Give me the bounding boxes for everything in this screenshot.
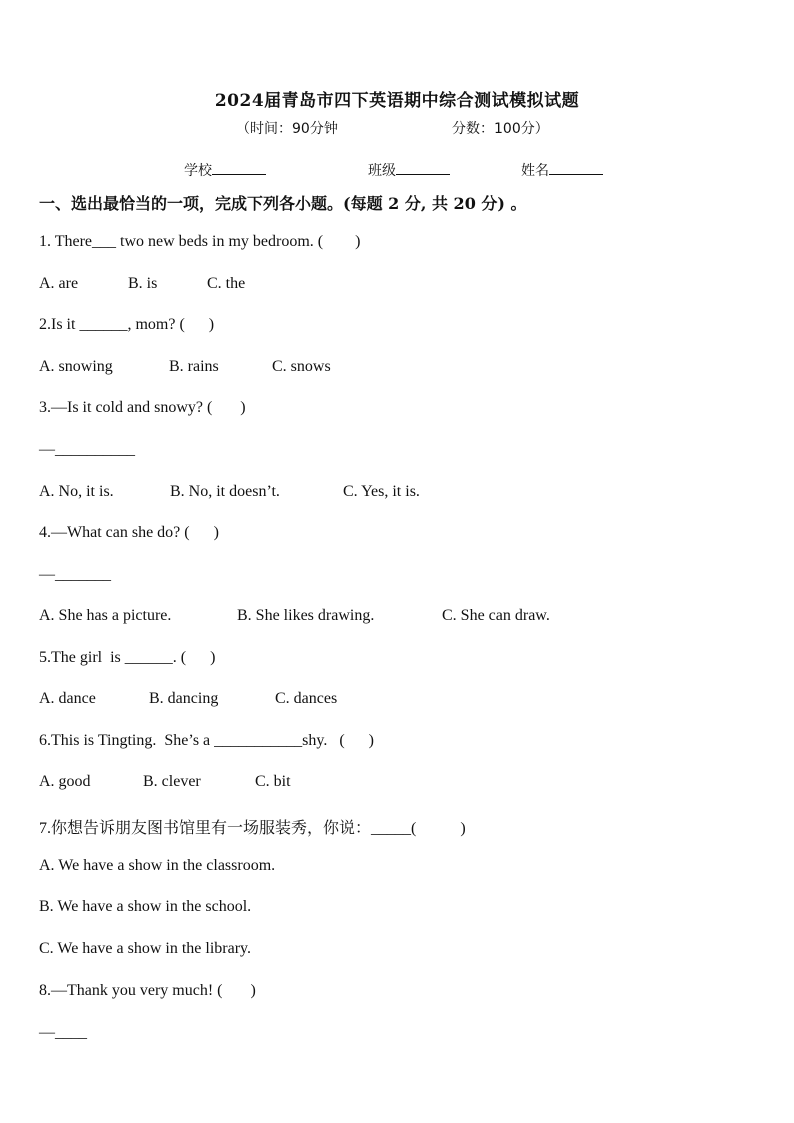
question-5: 5.The girl is ______. ( ) <box>39 649 216 666</box>
exam-time: （时间：90分钟 <box>236 121 338 137</box>
name-blank[interactable] <box>549 160 603 175</box>
question-6: 6.This is Tingting. She’s a ___________shy. ( ) <box>39 732 374 749</box>
answer-line-4: —_______ <box>39 566 111 583</box>
option-5c: C. dances <box>275 690 338 707</box>
option-5b: B. dancing <box>149 690 219 707</box>
class-blank[interactable] <box>396 160 450 175</box>
section-title: 一、选出最恰当的一项，完成下列各小题。(每题 2 分, 共 20 分) 。 <box>39 194 527 213</box>
question-2: 2.Is it ______, mom? ( ) <box>39 316 215 333</box>
option-7a: A. We have a show in the classroom. <box>39 857 276 874</box>
option-5a: A. dance <box>39 690 96 707</box>
name-field <box>521 160 603 180</box>
school-blank[interactable] <box>212 160 266 175</box>
question-1: 1. There___ two new beds in my bedroom. ( ) <box>39 233 361 250</box>
answer-line-3: —__________ <box>39 441 135 458</box>
option-2b: B. rains <box>169 358 219 375</box>
option-2c: C. snows <box>272 358 331 375</box>
page-title: 2024届青岛市四下英语期中综合测试模拟试题 <box>214 91 580 111</box>
option-1c: C. the <box>207 275 246 292</box>
option-4c: C. She can draw. <box>442 607 550 624</box>
exam-score: 分数：100分） <box>452 121 549 137</box>
option-3c: C. Yes, it is. <box>343 483 420 500</box>
class-label: 班级 <box>368 163 396 179</box>
option-4b: B. She likes drawing. <box>237 607 375 624</box>
answer-line-8: —____ <box>39 1024 87 1041</box>
class-field <box>368 160 450 180</box>
question-8: 8.—Thank you very much! ( ) <box>39 982 256 999</box>
name-label: 姓名 <box>521 163 549 179</box>
school-field <box>184 160 266 180</box>
option-7c: C. We have a show in the library. <box>39 940 251 957</box>
option-1b: B. is <box>128 275 158 292</box>
question-3: 3.—Is it cold and snowy? ( ) <box>39 399 246 416</box>
option-3b: B. No, it doesn’t. <box>170 483 280 500</box>
option-7b: B. We have a show in the school. <box>39 898 252 915</box>
option-3a: A. No, it is. <box>39 483 114 500</box>
school-label: 学校 <box>184 163 212 179</box>
option-2a: A. snowing <box>39 358 113 375</box>
option-6c: C. bit <box>255 773 291 790</box>
question-4: 4.—What can she do? ( ) <box>39 524 219 541</box>
option-6a: A. good <box>39 773 91 790</box>
question-7: 7.你想告诉朋友图书馆里有一场服装秀，你说：_____( ) <box>39 820 466 837</box>
option-1a: A. are <box>39 275 79 292</box>
option-6b: B. clever <box>143 773 201 790</box>
option-4a: A. She has a picture. <box>39 607 172 624</box>
